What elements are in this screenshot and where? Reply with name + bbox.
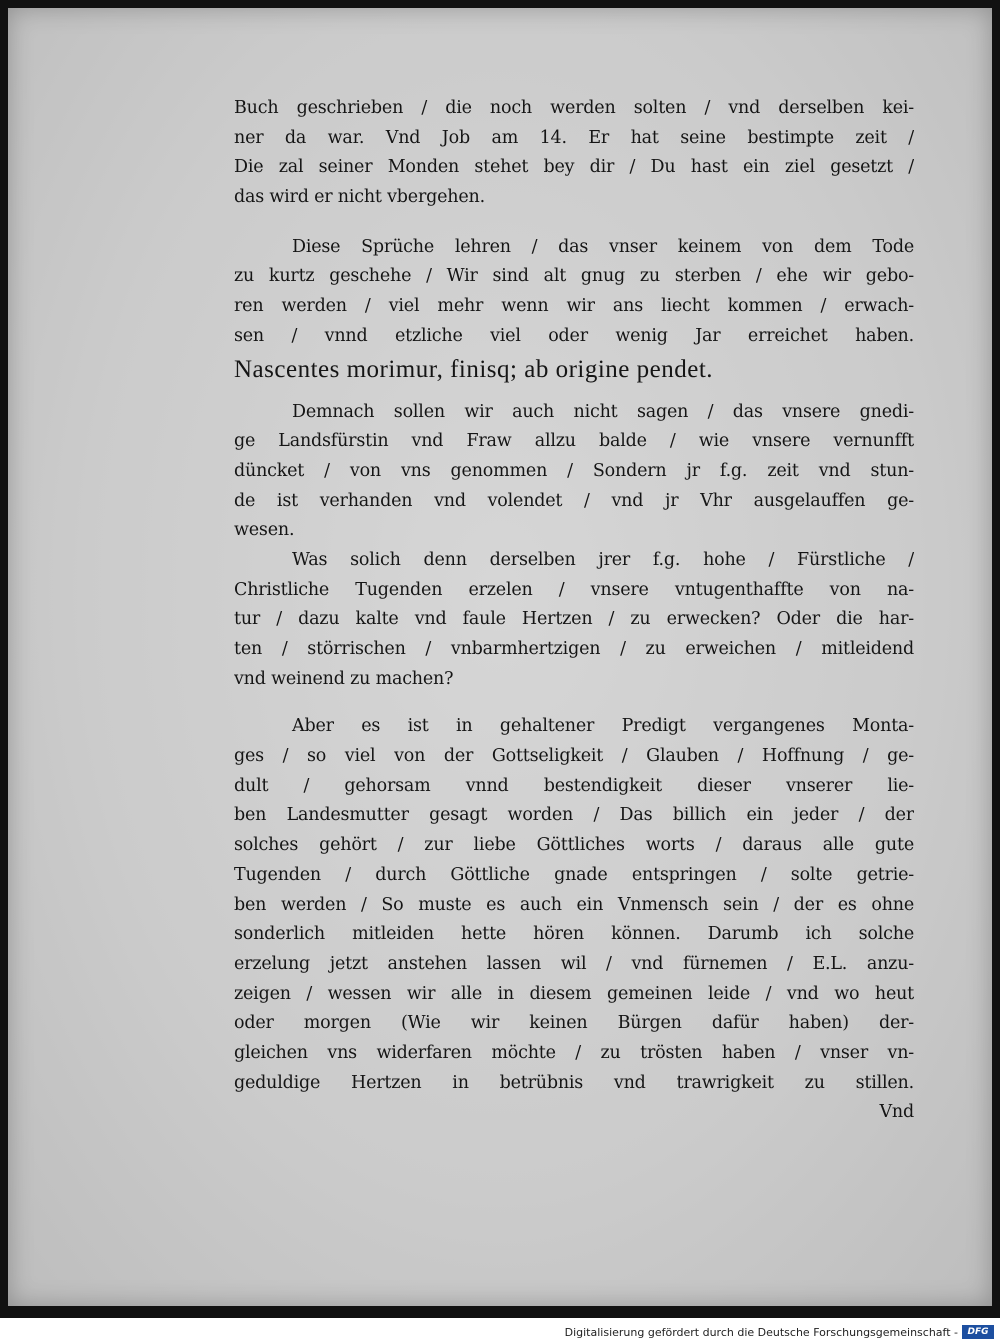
text-line: ben werden / So muste es auch ein Vnmensch sein / der es ohne [234, 894, 914, 915]
paragraph-5 [234, 712, 914, 1098]
text-line: ten / störrischen / vnbarmhertzigen / zu erweichen / mitleidend [234, 639, 914, 659]
text-line: erzelung jetzt anstehen lassen wil / vnd fürnemen / E.L. anzu- [234, 953, 914, 974]
text-line: ren werden / viel mehr wenn wir ans liecht kommen / erwach- [234, 296, 914, 317]
paragraph-1 [234, 94, 914, 213]
text-line: ben Landesmutter gesagt worden / Das billich ein jeder / der [234, 805, 914, 826]
text-line: de ist verhanden vnd volendet / vnd jr Vhr ausgelauffen ge- [234, 490, 914, 511]
text-line: Buch geschrieben / die noch werden solten / vnd derselben kei- [234, 98, 914, 118]
text-line: ner da war. Vnd Job am 14. Er hat seine bestimpte zeit / [234, 127, 914, 148]
text-line: ges / so viel von der Gottseligkeit / Glauben / Hoffnung / ge- [234, 746, 914, 767]
text-line: Die zal seiner Monden stehet bey dir / Du hast ein ziel gesetzt / [234, 157, 914, 178]
text-line: solches gehört / zur liebe Göttliches worts / daraus alle gute [234, 835, 914, 856]
catchword: Vnd [879, 1102, 914, 1123]
text-line: ge Landsfürstin vnd Fraw allzu balde / wie vnsere vernunfft [234, 431, 914, 452]
paragraph-2 [234, 233, 914, 352]
text-line: vnd weinend zu machen? [234, 668, 454, 689]
text-line: Demnach sollen wir auch nicht sagen / das vnsere gnedi- [292, 401, 914, 422]
text-block [234, 94, 914, 1128]
text-line: das wird er nicht vbergehen. [234, 187, 485, 208]
paragraph-4 [234, 546, 914, 694]
latin-line: Nascentes morimur, finisq; ab origine pendet. [234, 355, 714, 383]
latin-quote [234, 352, 914, 388]
text-line: geduldige Hertzen in betrübnis vnd trawrigkeit zu stillen. [234, 1072, 914, 1093]
text-line: tur / dazu kalte vnd faule Hertzen / zu erwecken? Oder die har- [234, 609, 914, 630]
book-page [8, 8, 992, 1306]
dfg-logo: DFG [962, 1325, 994, 1339]
text-line: Tugenden / durch Göttliche gnade entspringen / solte getrie- [234, 864, 914, 885]
text-line: Christliche Tugenden erzelen / vnsere vntugenthaffte von na- [234, 579, 914, 600]
text-line: düncket / von vns genommen / Sondern jr f.g. zeit vnd stun- [234, 460, 914, 481]
text-line: dult / gehorsam vnnd bestendigkeit dieser vnserer lie- [234, 775, 914, 796]
text-line: sen / vnnd etzliche viel oder wenig Jar erreichet haben. [234, 325, 914, 346]
text-line: sonderlich mitleiden hette hören können. Darumb ich solche [234, 924, 914, 945]
text-line: wesen. [234, 520, 295, 541]
text-line: oder morgen (Wie wir keinen Bürgen dafür haben) der- [234, 1013, 914, 1034]
paragraph-3 [234, 398, 914, 546]
text-line: zeigen / wessen wir alle in diesem gemeinen leide / vnd wo heut [234, 983, 914, 1004]
text-line: zu kurtz geschehe / Wir sind alt gnug zu sterben / ehe wir gebo- [234, 266, 914, 287]
text-line: Was solich denn derselben jrer f.g. hohe / Fürstliche / [292, 549, 914, 570]
text-line: Aber es ist in gehaltener Predigt vergangenes Monta- [292, 716, 914, 737]
text-line: Diese Sprüche lehren / das vnser keinem von dem Tode [292, 236, 914, 257]
text-line: gleichen vns widerfaren möchte / zu trösten haben / vnser vn- [234, 1042, 914, 1063]
funding-credit: Digitalisierung gefördert durch die Deutsche Forschungsgemeinschaft - [564, 1326, 958, 1339]
